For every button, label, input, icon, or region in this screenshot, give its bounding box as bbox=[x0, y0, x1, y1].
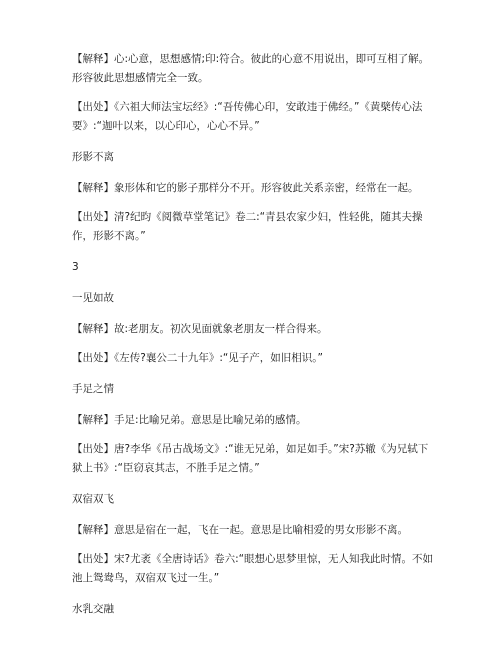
paragraph-shouzu-explanation: 【解释】手足:比喻兄弟。意思是比喻兄弟的感情。 bbox=[72, 414, 307, 426]
paragraph-xingying-explanation: 【解释】象形体和它的影子那样分不开。形容彼此关系亲密，经常在一起。 bbox=[72, 182, 419, 194]
paragraph-shuangsu-source: 【出处】宋?尤袤《全唐诗话》卷六:“眼想心思梦里惊，无人知我此时情。不如池上鸳鸯鸟，双宿双飞过一生。” bbox=[72, 553, 434, 584]
paragraph-shouzu-source: 【出处】唐?李华《吊古战场文》:“谁无兄弟，如足如手。”宋?苏辙《为兄轼下狱上书》:“臣窃哀其志，不胜手足之情。” bbox=[72, 443, 429, 474]
section-number: 3 bbox=[72, 261, 79, 273]
paragraph-shuangsu-explanation: 【解释】意思是宿在一起，飞在一起。意思是比喻相爱的男女形影不离。 bbox=[72, 524, 408, 536]
paragraph-yijian-explanation: 【解释】故:老朋友。初次见面就象老朋友一样合得来。 bbox=[72, 323, 328, 335]
paragraph-xinxin-explanation: 【解释】心:心意，思想感情;印:符合。彼此的心意不用说出，即可互相了解。形容彼此思想感情完全一致。 bbox=[72, 53, 430, 84]
document-page bbox=[72, 50, 434, 619]
paragraph-yijian-source: 【出处】《左传?襄公二十九年》:“见子产，如旧相识。” bbox=[72, 352, 323, 364]
heading-yijianrugu: 一见如故 bbox=[72, 292, 114, 304]
paragraph-xinxin-source: 【出处】《六祖大师法宝坛经》:“吾传佛心印，安敢违于佛经。”《黄檗传心法要》:“迦叶以来，以心印心，心心不异。” bbox=[72, 101, 423, 132]
paragraph-xingying-source: 【出处】清?纪昀《阅微草堂笔记》卷二:“青县农家少妇，性轻佻，随其夫操作，形影不离。” bbox=[72, 211, 423, 242]
heading-shuirujiaorong: 水乳交融 bbox=[72, 603, 114, 615]
heading-xingyingbuli: 形影不离 bbox=[72, 151, 114, 163]
heading-shuangsushuangfei: 双宿双飞 bbox=[72, 493, 114, 505]
heading-shouzuzhiqing: 手足之情 bbox=[72, 383, 114, 395]
